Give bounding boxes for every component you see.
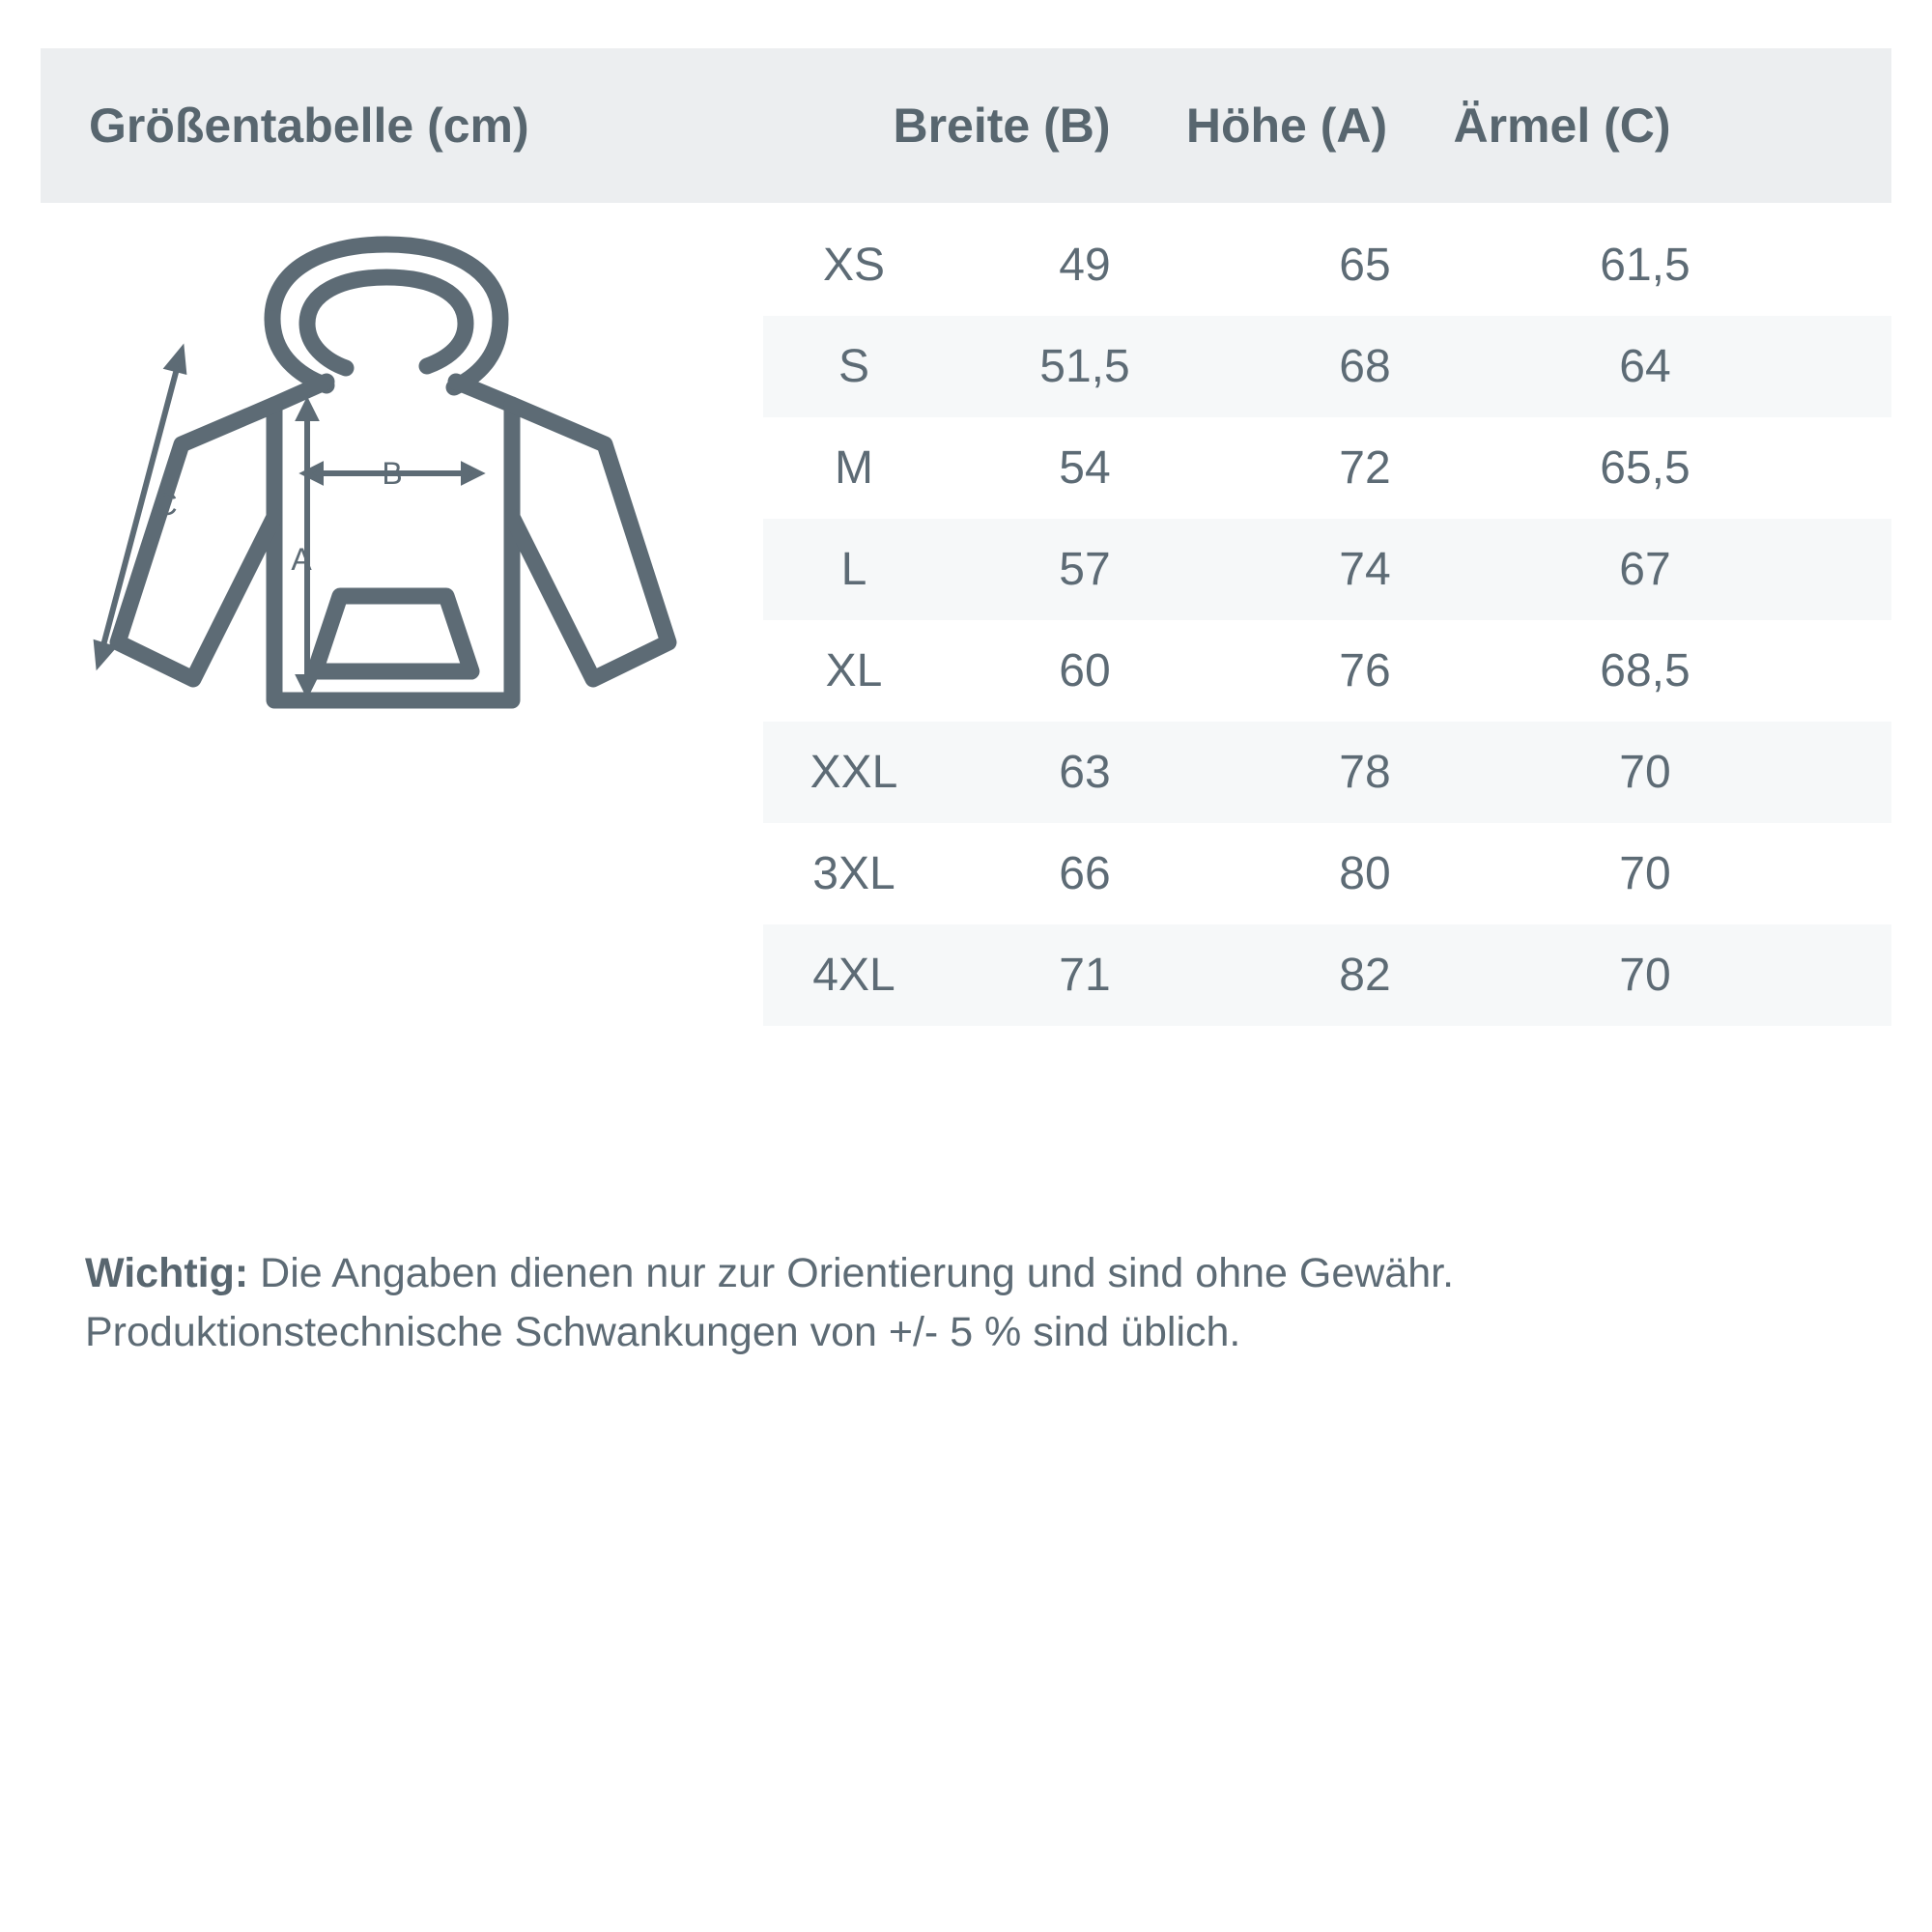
cell-size: XXL	[810, 747, 898, 798]
cell-width: 54	[1059, 442, 1111, 494]
cell-width: 51,5	[1039, 341, 1130, 392]
disclaimer-label: Wichtig:	[85, 1250, 249, 1296]
page-title: Größentabelle (cm)	[89, 99, 529, 153]
cell-sleeve: 64	[1619, 341, 1671, 392]
cell-height: 65	[1339, 240, 1391, 291]
label-sleeve: C	[155, 487, 178, 522]
label-width: B	[382, 456, 403, 491]
table-row	[763, 620, 1891, 722]
cell-width: 49	[1059, 240, 1111, 291]
cell-size: 4XL	[812, 950, 895, 1001]
cell-size: M	[835, 442, 873, 494]
cell-sleeve: 70	[1619, 950, 1671, 1001]
cell-height: 82	[1339, 950, 1391, 1001]
cell-height: 76	[1339, 645, 1391, 696]
cell-width: 57	[1059, 544, 1111, 595]
hoodie-illustration-svg	[58, 227, 753, 826]
cell-width: 66	[1059, 848, 1111, 899]
cell-height: 74	[1339, 544, 1391, 595]
cell-size: L	[840, 544, 867, 595]
table-row	[763, 519, 1891, 620]
cell-size: 3XL	[812, 848, 895, 899]
column-header-height: Höhe (A)	[1185, 99, 1388, 153]
cell-height: 68	[1339, 341, 1391, 392]
cell-width: 63	[1059, 747, 1111, 798]
cell-height: 78	[1339, 747, 1391, 798]
column-header-width: Breite (B)	[893, 99, 1111, 153]
cell-size: XS	[822, 240, 886, 291]
table-row	[763, 316, 1891, 417]
disclaimer-note	[85, 1244, 1882, 1362]
table-header	[41, 48, 1891, 203]
cell-sleeve: 67	[1619, 544, 1671, 595]
table-row	[763, 924, 1891, 1026]
cell-size: S	[838, 341, 869, 392]
cell-sleeve: 68,5	[1600, 645, 1690, 696]
cell-height: 72	[1339, 442, 1391, 494]
cell-sleeve: 70	[1619, 848, 1671, 899]
cell-sleeve: 65,5	[1600, 442, 1690, 494]
table-row	[763, 722, 1891, 823]
cell-width: 60	[1059, 645, 1111, 696]
table-row	[763, 823, 1891, 924]
label-height: A	[291, 542, 312, 577]
column-headers	[852, 48, 1702, 203]
cell-sleeve: 70	[1619, 747, 1671, 798]
cell-sleeve: 61,5	[1600, 240, 1690, 291]
size-table	[763, 214, 1891, 1026]
table-row	[763, 214, 1891, 316]
cell-width: 71	[1059, 950, 1111, 1001]
table-row	[763, 417, 1891, 519]
column-header-sleeve: Ärmel (C)	[1453, 99, 1671, 153]
hoodie-diagram	[58, 227, 753, 826]
cell-height: 80	[1339, 848, 1391, 899]
disclaimer-text: Die Angaben dienen nur zur Orientierung und sind ohne Gewähr. Produktionstechnische Schwankungen von +/- 5 % sind üblich.	[85, 1250, 1455, 1356]
cell-size: XL	[825, 645, 883, 696]
